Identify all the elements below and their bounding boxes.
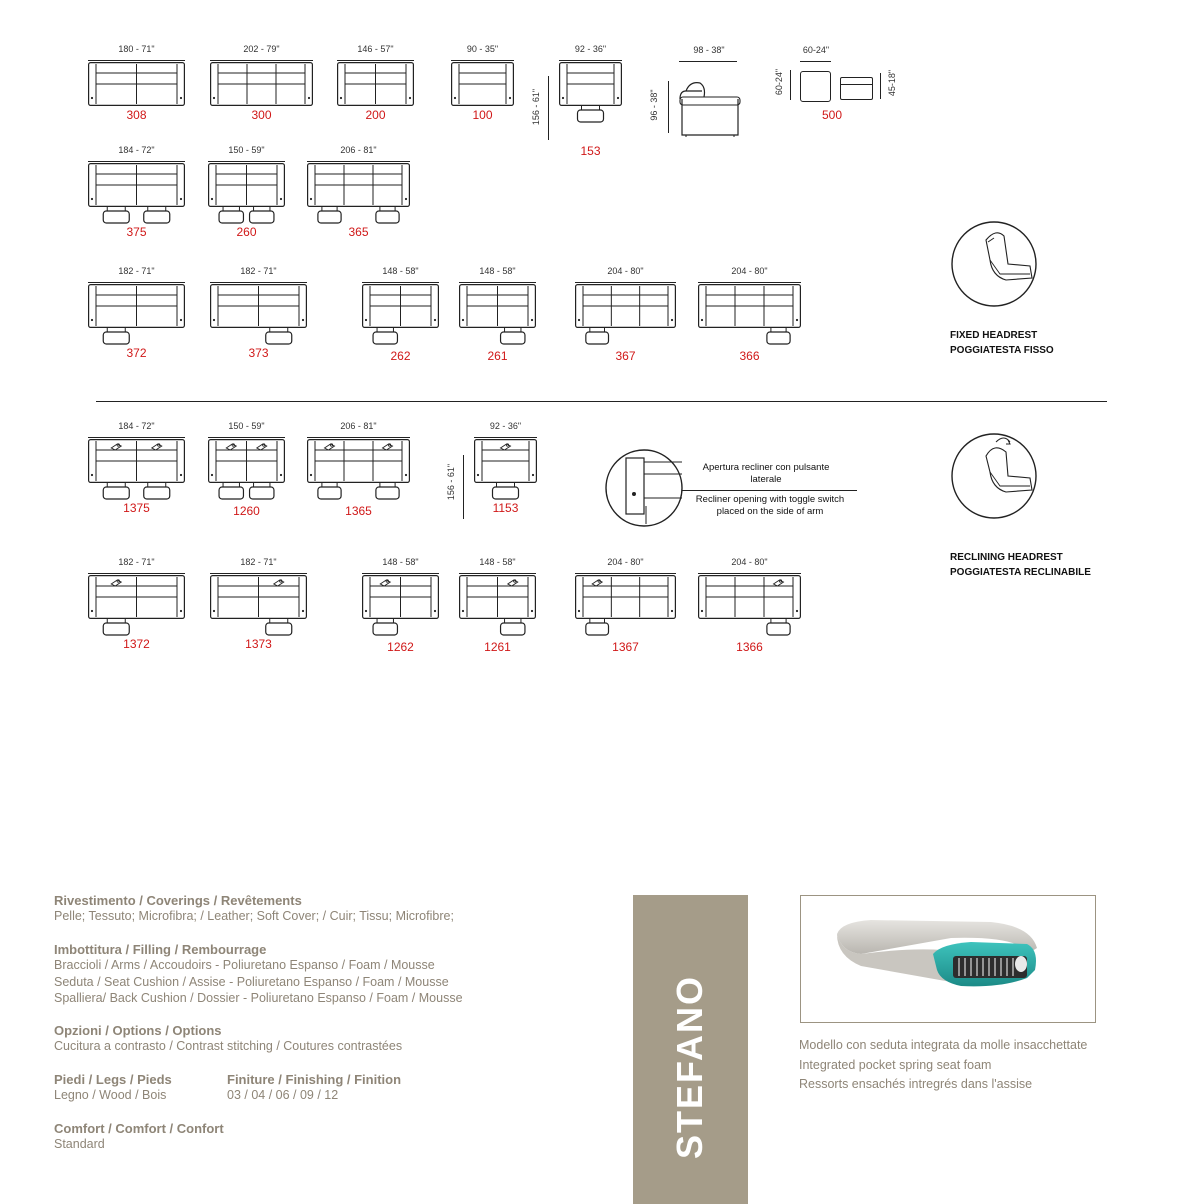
- sofa-top-view: [210, 284, 307, 350]
- footrest: [501, 332, 525, 344]
- filling-line: Seduta / Seat Cushion / Assise - Poliuretano Espanso / Foam / Mousse: [54, 974, 449, 989]
- footrest: [318, 487, 341, 499]
- footrest: [266, 623, 292, 635]
- options-text: Cucitura a contrasto / Contrast stitching / Coutures contrastées: [54, 1039, 403, 1053]
- reclining-headrest-it: POGGIATESTA RECLINABILE: [950, 567, 1091, 578]
- spec-finishing: [227, 1072, 401, 1104]
- sofa-top-view: [208, 439, 285, 505]
- model-code: 1153: [492, 501, 519, 515]
- reclining-headrest-section: [940, 432, 1160, 582]
- model-dimension: 182 - 71": [118, 557, 155, 567]
- model-dimension: 182 - 71": [240, 557, 277, 567]
- model-code: 1262: [387, 640, 414, 654]
- pocket-spring-cushion-image: [801, 896, 1095, 1022]
- model-code: 1372: [123, 637, 150, 651]
- recliner-note-it: Apertura recliner con pulsante laterale: [702, 462, 830, 485]
- sofa-top-view: [307, 439, 410, 505]
- model-dimension: 204 - 80": [731, 557, 768, 567]
- sofa-top-view: [88, 439, 185, 505]
- sofa-top-view: [88, 575, 185, 641]
- footrest: [103, 487, 129, 499]
- footrest: [103, 623, 129, 635]
- model-code: 1261: [484, 640, 511, 654]
- coverings-title: Rivestimento / Coverings / Revêtements: [54, 893, 302, 908]
- spec-coverings: [54, 893, 454, 925]
- model-dimension: 184 - 72": [118, 145, 155, 155]
- footrest: [767, 623, 790, 635]
- model-dimension: 182 - 71": [118, 266, 155, 276]
- depth-label: 156 - 61": [531, 88, 541, 126]
- model-code: 300: [251, 108, 272, 122]
- sofa-top-view: [210, 575, 307, 641]
- spec-legs: [54, 1072, 172, 1104]
- footrest: [586, 623, 609, 635]
- footrest: [586, 332, 609, 344]
- footrest: [318, 211, 341, 223]
- model-dimension: 184 - 72": [118, 421, 155, 431]
- sofa-top-view: [210, 62, 313, 110]
- model-dimension: 180 - 71": [118, 44, 155, 54]
- side-view-drawing: [676, 75, 742, 137]
- model-dimension: 90 - 35": [466, 44, 499, 54]
- model-code: 367: [615, 349, 636, 363]
- pouf-dim: 60-24": [802, 45, 830, 55]
- model-code: 373: [248, 346, 269, 360]
- footrest: [219, 211, 243, 223]
- model-dimension: 204 - 80": [607, 557, 644, 567]
- model-code: 1375: [123, 501, 150, 515]
- comfort-title: Comfort / Comfort / Confort: [54, 1121, 224, 1136]
- pouf-side-view: [840, 77, 873, 100]
- model-dimension: 148 - 58": [382, 557, 419, 567]
- model-code: 308: [126, 108, 147, 122]
- caption-line-it: Modello con seduta integrata da molle insacchettate: [799, 1038, 1088, 1052]
- pouf-height: 45-18": [887, 69, 897, 97]
- coverings-text: Pelle; Tessuto; Microfibra; / Leather; Soft Cover; / Cuir; Tissu; Microfibre;: [54, 909, 454, 923]
- brand-name: STEFANO: [669, 974, 710, 1160]
- pouf-500: [772, 45, 902, 125]
- filling-line: Braccioli / Arms / Accoudoirs - Poliuretano Espanso / Foam / Mousse: [54, 958, 435, 972]
- model-code: 260: [236, 225, 257, 239]
- spec-filling: [54, 942, 463, 1007]
- model-code: 375: [126, 225, 147, 239]
- footrest: [266, 332, 292, 344]
- filling-line: Spalliera/ Back Cushion / Dossier - Poliuretano Espanso / Foam / Mousse: [54, 991, 463, 1005]
- fixed-headrest-icon: [950, 220, 1040, 310]
- section-divider: [96, 401, 1107, 402]
- brand-bar: [633, 895, 748, 1204]
- footrest: [250, 211, 274, 223]
- recliner-toggle-icon: [604, 448, 684, 528]
- finishing-title: Finiture / Finishing / Finition: [227, 1072, 402, 1087]
- pouf-depth: 60-24": [774, 68, 784, 96]
- footrest: [376, 487, 399, 499]
- sofa-top-view: [337, 62, 414, 110]
- footrest: [144, 211, 170, 223]
- legs-title: Piedi / Legs / Pieds: [54, 1072, 172, 1087]
- model-dimension: 92 - 36": [574, 44, 607, 54]
- finishing-text: 03 / 04 / 06 / 09 / 12: [227, 1088, 339, 1102]
- depth-marker-bottom: [443, 455, 469, 519]
- footrest: [501, 623, 525, 635]
- cushion-caption: [799, 1036, 1087, 1095]
- sofa-top-view: [451, 62, 514, 110]
- model-code: 1367: [612, 640, 639, 654]
- model-code: 153: [580, 144, 601, 158]
- model-code: 1260: [233, 504, 260, 518]
- model-dimension: 206 - 81": [340, 145, 377, 155]
- model-code: 261: [487, 349, 508, 363]
- model-code: 1373: [245, 637, 272, 651]
- recliner-toggle-detail: [604, 448, 864, 530]
- model-dimension: 148 - 58": [479, 557, 516, 567]
- sofa-top-view: [575, 284, 676, 350]
- sofa-top-view: [459, 284, 536, 350]
- model-dimension: 148 - 58": [382, 266, 419, 276]
- sofa-top-view: [88, 62, 185, 110]
- footrest: [767, 332, 790, 344]
- model-code: 100: [472, 108, 493, 122]
- sofa-top-view: [698, 284, 801, 350]
- fixed-headrest-en: FIXED HEADREST: [950, 330, 1038, 341]
- fixed-headrest-it: POGGIATESTA FISSO: [950, 345, 1054, 356]
- footrest: [219, 487, 243, 499]
- model-code: 1365: [345, 504, 372, 518]
- options-title: Opzioni / Options / Options: [54, 1023, 222, 1038]
- model-code: 372: [126, 346, 147, 360]
- model-code: 200: [365, 108, 386, 122]
- pouf-top-view: [800, 71, 831, 102]
- legs-text: Legno / Wood / Bois: [54, 1088, 167, 1102]
- depth-label-bottom: 156 - 61": [446, 463, 456, 501]
- footrest: [144, 487, 170, 499]
- model-dimension: 204 - 80": [731, 266, 768, 276]
- model-dimension: 146 - 57": [357, 44, 394, 54]
- model-dimension: 182 - 71": [240, 266, 277, 276]
- caption-line-fr: Ressorts ensachés intregrés dans l'assise: [799, 1077, 1033, 1091]
- side-view-dim: 98 - 38": [693, 45, 725, 55]
- footrest: [250, 487, 274, 499]
- spec-comfort: [54, 1121, 224, 1153]
- caption-line-en: Integrated pocket spring seat foam: [799, 1057, 992, 1072]
- footrest: [103, 332, 129, 344]
- recliner-note-en: Recliner opening with toggle switch placed on the side of arm: [695, 494, 845, 517]
- fixed-headrest-section: [940, 220, 1140, 370]
- sofa-top-view: [575, 575, 676, 641]
- sofa-top-view: [362, 284, 439, 350]
- sofa-top-view: [208, 163, 285, 229]
- footrest: [376, 211, 399, 223]
- side-view-height: 96 - 38": [649, 89, 659, 121]
- sofa-top-view: [88, 163, 185, 229]
- sofa-top-view: [698, 575, 801, 641]
- footrest: [373, 623, 397, 635]
- sofa-top-view: [362, 575, 439, 641]
- model-dimension: 150 - 59": [228, 421, 265, 431]
- model-code: 365: [348, 225, 369, 239]
- model-code-500: 500: [821, 108, 843, 122]
- model-dimension: 150 - 59": [228, 145, 265, 155]
- model-code: 366: [739, 349, 760, 363]
- cushion-image-frame: [800, 895, 1096, 1023]
- model-dimension: 148 - 58": [479, 266, 516, 276]
- model-dimension: 92 - 36": [489, 421, 522, 431]
- footrest: [103, 211, 129, 223]
- depth-marker-top: [528, 76, 554, 140]
- model-code: 1366: [736, 640, 763, 654]
- sofa-top-view: [459, 575, 536, 641]
- footrest: [493, 487, 519, 499]
- sofa-top-view: [88, 284, 185, 350]
- comfort-text: Standard: [54, 1137, 105, 1151]
- filling-title: Imbottitura / Filling / Rembourrage: [54, 942, 267, 957]
- model-dimension: 206 - 81": [340, 421, 377, 431]
- model-dimension: 204 - 80": [607, 266, 644, 276]
- footrest: [373, 332, 397, 344]
- sofa-top-view: [559, 62, 622, 128]
- side-view: [646, 45, 746, 140]
- sofa-top-view: [474, 439, 537, 505]
- sofa-top-view: [307, 163, 410, 229]
- reclining-headrest-icon: [950, 432, 1040, 522]
- model-code: 262: [390, 349, 411, 363]
- spec-options: [54, 1023, 402, 1055]
- model-dimension: 202 - 79": [243, 44, 280, 54]
- reclining-headrest-en: RECLINING HEADREST: [950, 552, 1063, 563]
- footrest: [578, 110, 604, 122]
